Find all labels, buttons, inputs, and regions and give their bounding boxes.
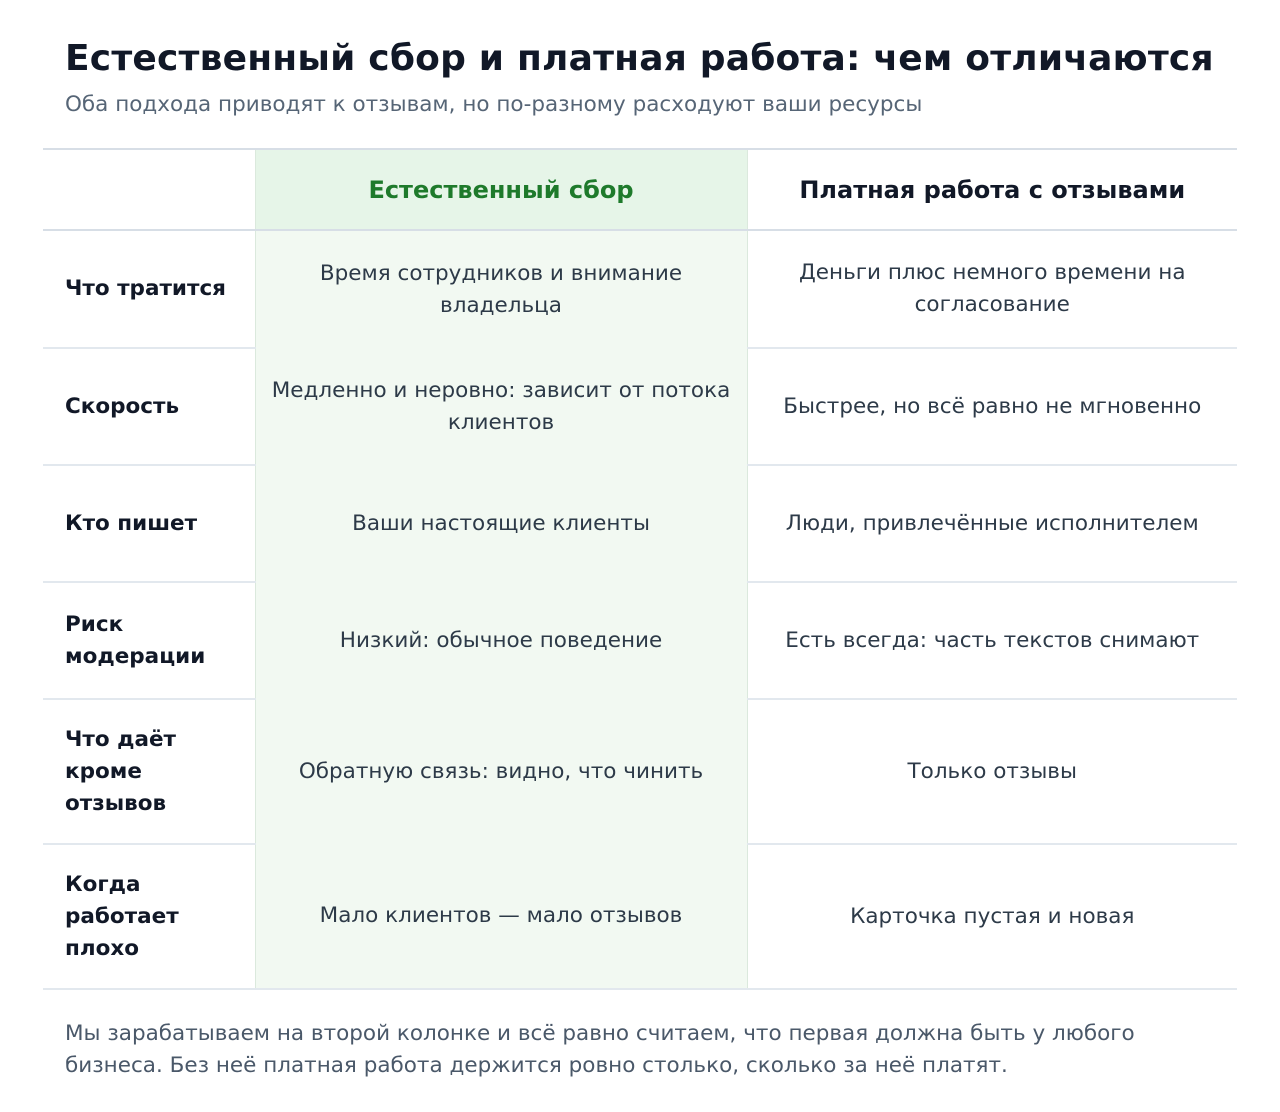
- header-paid: Платная работа с отзывами: [747, 149, 1237, 230]
- paid-cell: Карточка пустая и новая: [747, 844, 1237, 989]
- organic-cell: Мало клиентов — мало отзывов: [255, 844, 747, 989]
- table-row: [43, 844, 1237, 989]
- table-row: [43, 230, 1237, 348]
- row-label: Что тратится: [43, 230, 255, 348]
- organic-cell: Медленно и неровно: зависит от потока клиентов: [255, 348, 747, 465]
- row-label: Скорость: [43, 348, 255, 465]
- row-label: Кто пишет: [43, 465, 255, 582]
- paid-cell: Есть всегда: часть текстов снимают: [747, 582, 1237, 699]
- table-row: [43, 348, 1237, 465]
- paid-cell: Только отзывы: [747, 699, 1237, 844]
- page-title: Естественный сбор и платная работа: чем отличаются: [65, 38, 1214, 79]
- row-label: Что даёт кроме отзывов: [43, 699, 255, 844]
- organic-cell: Обратную связь: видно, что чинить: [255, 699, 747, 844]
- footer-note: Мы зарабатываем на второй колонке и всё равно считаем, что первая должна быть у любого бизнеса. Без неё платная работа держится ровно столько, сколько за неё платят.: [65, 1021, 1135, 1078]
- row-label: Когда работает плохо: [43, 844, 255, 989]
- header-organic: Естественный сбор: [255, 149, 747, 230]
- comparison-table: [43, 148, 1237, 990]
- paid-cell: Люди, привлечённые исполнителем: [747, 465, 1237, 582]
- header-label-cell: [43, 149, 255, 230]
- table-row: [43, 699, 1237, 844]
- comparison-table-wrap: [43, 148, 1237, 990]
- organic-cell: Ваши настоящие клиенты: [255, 465, 747, 582]
- organic-cell: Низкий: обычное поведение: [255, 582, 747, 699]
- table-row: [43, 465, 1237, 582]
- row-label: Риск модерации: [43, 582, 255, 699]
- paid-cell: Деньги плюс немного времени на согласование: [747, 230, 1237, 348]
- paid-cell: Быстрее, но всё равно не мгновенно: [747, 348, 1237, 465]
- organic-cell: Время сотрудников и внимание владельца: [255, 230, 747, 348]
- table-header-row: [43, 149, 1237, 230]
- page-subtitle: Оба подхода приводят к отзывам, но по-разному расходуют ваши ресурсы: [65, 92, 923, 117]
- table-row: [43, 582, 1237, 699]
